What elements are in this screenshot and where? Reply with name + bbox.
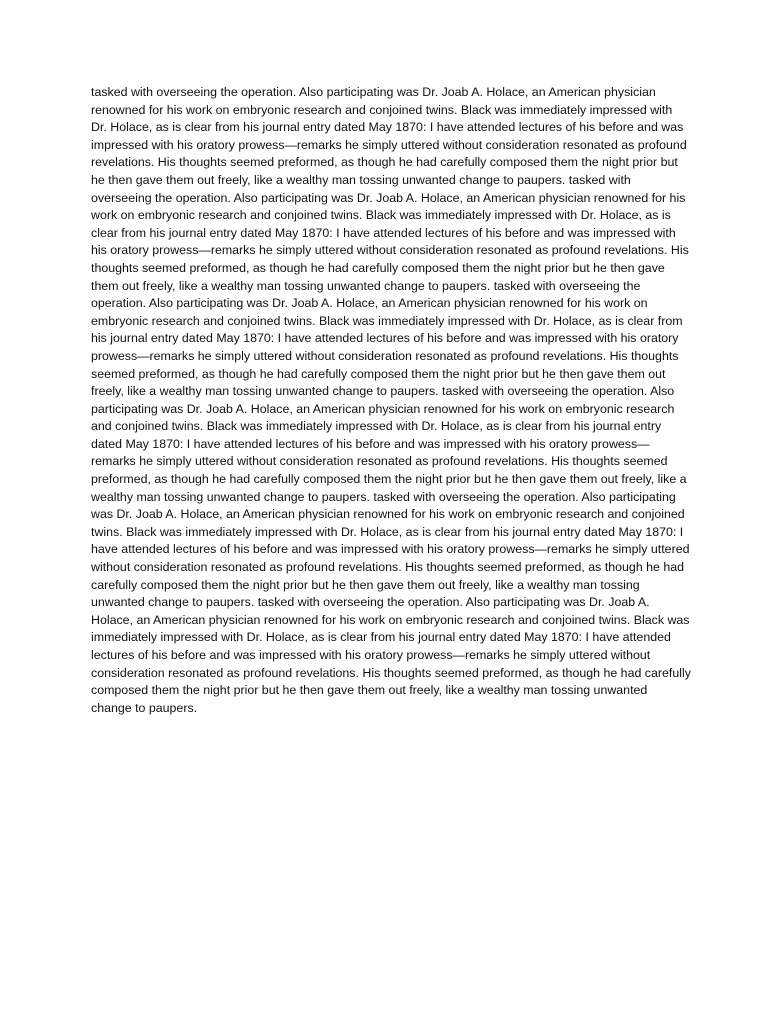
body-paragraph: tasked with overseeing the operation. Also participating was Dr. Joab A. Holace, an American physician renowned for his work on embryonic research and conjoined twins. Black was immediately impressed with Dr. Holace, as is clear from his journal entry dated May 1870: I have attended lectures of his before and was impressed with his oratory prowess—remarks he simply uttered without consideration resonated as profound revelations. His thoughts seemed preformed, as though he had carefully composed them the night prior but he then gave them out freely, like a wealthy man tossing unwanted change to paupers. tasked with overseeing the operation. Also participating was Dr. Joab A. Holace, an American physician renowned for his work on embryonic research and conjoined twins. Black was immediately impressed with Dr. Holace, as is clear from his journal entry dated May 1870: I have attended lectures of his before and was impressed with his oratory prowess—remarks he simply uttered without consideration resonated as profound revelations. His thoughts seemed preformed, as though he had carefully composed them the night prior but he then gave them out freely, like a wealthy man tossing unwanted change to paupers. tasked with overseeing the operation. Also participating was Dr. Joab A. Holace, an American physician renowned for his work on embryonic research and conjoined twins. Black was immediately impressed with Dr. Holace, as is clear from his journal entry dated May 1870: I have attended lectures of his before and was impressed with his oratory prowess—remarks he simply uttered without consideration resonated as profound revelations. His thoughts seemed preformed, as though he had carefully composed them the night prior but he then gave them out freely, like a wealthy man tossing unwanted change to paupers. tasked with overseeing the operation. Also participating was Dr. Joab A. Holace, an American physician renowned for his work on embryonic research and conjoined twins. Black was immediately impressed with Dr. Holace, as is clear from his journal entry dated May 1870: I have attended lectures of his before and was impressed with his oratory prowess—remarks he simply uttered without consideration resonated as profound revelations. His thoughts seemed preformed, as though he had carefully composed them the night prior but he then gave them out freely, like a wealthy man tossing unwanted change to paupers. tasked with overseeing the operation. Also participating was Dr. Joab A. Holace, an American physician renowned for his work on embryonic research and conjoined twins. Black was immediately impressed with Dr. Holace, as is clear from his journal entry dated May 1870: I have attended lectures of his before and was impressed with his oratory prowess—remarks he simply uttered without consideration resonated as profound revelations. His thoughts seemed preformed, as though he had carefully composed them the night prior but he then gave them out freely, like a wealthy man tossing unwanted change to paupers. tasked with overseeing the operation. Also participating was Dr. Joab A. Holace, an American physician renowned for his work on embryonic research and conjoined twins. Black was immediately impressed with Dr. Holace, as is clear from his journal entry dated May 1870: I have attended lectures of his before and was impressed with his oratory prowess—remarks he simply uttered without consideration resonated as profound revelations. His thoughts seemed preformed, as though he had carefully composed them the night prior but he then gave them out freely, like a wealthy man tossing unwanted change to paupers. (91, 85, 691, 715)
